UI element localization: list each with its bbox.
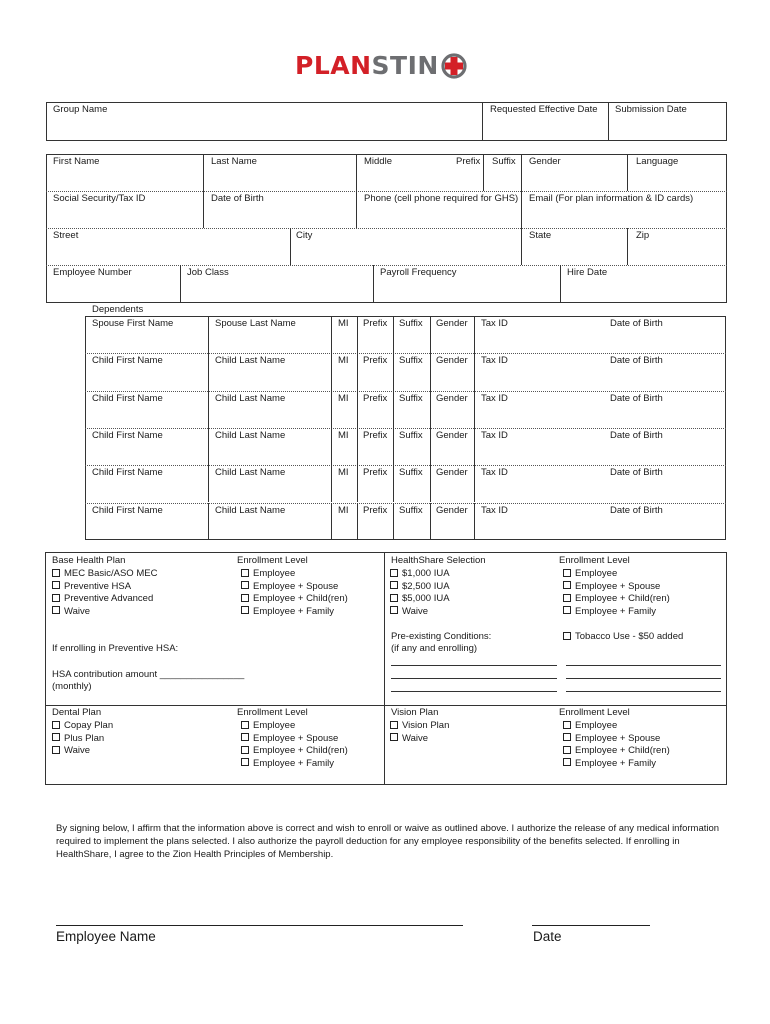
dep-prefix-field[interactable]: Prefix [363,467,388,479]
dental-plan-title: Dental Plan [52,707,102,718]
date-label: Date [533,929,562,944]
dep-last-name-field[interactable]: Spouse Last Name [215,318,296,329]
date-signature-line[interactable] [532,925,650,926]
dep-prefix-field[interactable]: Prefix [363,392,388,404]
first-name-field[interactable]: First Name [53,156,100,167]
dep-gender-field[interactable]: Gender [436,429,468,441]
checkbox-icon[interactable] [563,606,571,614]
checkbox-icon[interactable] [241,606,249,614]
dep-gender-field[interactable]: Gender [436,355,468,367]
suffix-field[interactable]: Suffix [492,156,516,167]
dep-tax-id-field[interactable]: Tax ID [481,318,508,329]
dep-dob-field[interactable]: Date of Birth [610,467,663,479]
submission-date-field[interactable]: Submission Date [615,104,687,115]
checkbox-label: Employee [253,720,296,731]
healthshare-enrollment-title: Enrollment Level [559,555,630,566]
checkbox-label: Employee + Family [253,757,335,769]
checkbox-label: MEC Basic/ASO MEC [64,568,158,579]
checkbox-icon[interactable] [563,581,571,589]
preexisting-line[interactable] [566,665,721,666]
dep-prefix-field[interactable]: Prefix [363,504,388,516]
tobacco-checkbox[interactable] [563,631,683,644]
dep-dob-field[interactable]: Date of Birth [610,392,663,404]
dep-tax-id-field[interactable]: Tax ID [481,467,508,479]
dep-suffix-field[interactable]: Suffix [399,392,423,404]
middle-field[interactable]: Middle [364,156,392,167]
prefix-field[interactable]: Prefix [456,156,481,167]
preexisting-line[interactable] [566,678,721,679]
checkbox-icon[interactable] [52,594,60,602]
base-health-plan-title: Base Health Plan [52,555,126,566]
checkbox-icon[interactable] [52,606,60,614]
checkbox-label: Employee + Spouse [253,580,339,592]
checkbox-option[interactable] [52,745,90,758]
checkbox-icon[interactable] [390,581,398,589]
healthshare-title: HealthShare Selection [391,555,486,566]
checkbox-icon[interactable] [563,569,571,577]
dep-first-name-field[interactable]: Child First Name [92,504,163,516]
dep-tax-id-field[interactable]: Tax ID [481,392,508,404]
employee-number-field[interactable]: Employee Number [53,267,132,278]
email-field[interactable]: Email (For plan information & ID cards) [529,193,694,204]
dental-enrollment-title: Enrollment Level [237,707,308,718]
logo-text-plan: PLAN [295,51,372,80]
checkbox-label: Employee [575,568,618,579]
dep-tax-id-field[interactable]: Tax ID [481,504,508,516]
ssn-field[interactable]: Social Security/Tax ID [53,193,146,204]
checkbox-label: Waive [64,605,91,617]
checkbox-icon[interactable] [563,594,571,602]
dep-suffix-field[interactable]: Suffix [399,355,423,367]
dep-last-name-field[interactable]: Child Last Name [215,467,286,479]
dep-dob-field[interactable]: Date of Birth [610,318,663,329]
checkbox-option[interactable] [563,581,660,594]
checkbox-option[interactable] [52,593,153,606]
hire-date-field[interactable]: Hire Date [567,267,608,278]
checkbox-option[interactable] [241,581,338,594]
dep-last-name-field[interactable]: Child Last Name [215,429,286,441]
employee-signature-line[interactable] [56,925,463,926]
checkbox-label: Preventive HSA [64,580,132,592]
checkbox-label: Waive [402,732,429,744]
checkbox-icon[interactable] [390,569,398,577]
vision-enrollment-title: Enrollment Level [559,707,630,718]
dep-mi-field[interactable]: MI [338,504,349,516]
dep-mi-field[interactable]: MI [338,355,349,367]
checkbox-icon[interactable] [241,594,249,602]
tobacco-label: Tobacco Use - $50 added [575,631,684,642]
checkbox-icon[interactable] [390,733,398,741]
dep-gender-field[interactable]: Gender [436,504,468,516]
checkbox-option[interactable] [563,745,670,758]
checkbox-icon[interactable] [390,606,398,614]
dep-gender-field[interactable]: Gender [436,318,468,329]
authorization-text: By signing below, I affirm that the information above is correct and wish to enroll or waive as outlined above. I authorize the release of any medical information required to implement the plans selected. I also authorize the payroll deduction for any employee responsibility of the benefits selected. If enrolling in HealthShare, I agree to the Zion Health Principles of Membership. [56,823,720,860]
checkbox-icon[interactable] [563,746,571,754]
dep-suffix-field[interactable]: Suffix [399,429,423,441]
checkbox-label: Employee + Spouse [575,580,661,592]
hsa-monthly-label: (monthly) [52,681,92,692]
checkbox-label: Copay Plan [64,720,114,731]
checkbox-label: Employee + Family [575,757,657,769]
checkbox-icon[interactable] [563,758,571,766]
dep-suffix-field[interactable]: Suffix [399,467,423,479]
checkbox-label: Waive [402,605,429,617]
group-name-field[interactable]: Group Name [53,104,108,115]
base-enrollment-title: Enrollment Level [237,555,308,566]
dep-prefix-field[interactable]: Prefix [363,355,388,367]
dep-gender-field[interactable]: Gender [436,392,468,404]
checkbox-option[interactable] [563,606,656,619]
preexisting-line[interactable] [391,665,557,666]
dep-tax-id-field[interactable]: Tax ID [481,355,508,367]
language-field[interactable]: Language [636,156,679,167]
dep-first-name-field[interactable]: Child First Name [92,467,163,479]
vision-plan-title: Vision Plan [391,707,439,718]
checkbox-icon[interactable] [52,569,60,577]
dep-mi-field[interactable]: MI [338,318,349,329]
checkbox-icon[interactable] [52,581,60,589]
employee-name-label: Employee Name [56,929,156,944]
checkbox-label: Employee [575,720,618,731]
checkbox-option[interactable] [241,568,295,581]
dep-prefix-field[interactable]: Prefix [363,429,388,441]
checkbox-option[interactable] [563,593,670,606]
checkbox-option[interactable] [390,581,450,594]
dep-last-name-field[interactable]: Child Last Name [215,355,286,367]
checkbox-label: $1,000 IUA [402,568,450,579]
checkbox-option[interactable] [241,758,334,771]
dep-first-name-field[interactable]: Child First Name [92,429,163,441]
checkbox-label: Waive [64,745,91,756]
preexisting-label: Pre-existing Conditions: [391,631,492,642]
dep-dob-field[interactable]: Date of Birth [610,504,663,516]
state-field[interactable]: State [529,230,552,241]
checkbox-option[interactable] [52,606,90,619]
dep-tax-id-field[interactable]: Tax ID [481,429,508,441]
checkbox-label: Vision Plan [402,720,450,731]
checkbox-label: Preventive Advanced [64,593,154,604]
checkbox-icon[interactable] [52,746,60,754]
checkbox-option[interactable] [563,758,656,771]
gender-field[interactable]: Gender [529,156,561,167]
preexisting-sublabel: (if any and enrolling) [391,643,478,654]
checkbox-option[interactable] [390,606,428,619]
phone-field[interactable]: Phone (cell phone required for GHS) [364,193,519,204]
dep-last-name-field[interactable]: Child Last Name [215,392,286,404]
checkbox-option[interactable] [563,720,617,733]
dep-last-name-field[interactable]: Child Last Name [215,504,286,516]
checkbox-label: Employee + Family [575,605,657,617]
payroll-frequency-field[interactable]: Payroll Frequency [380,267,457,278]
checkbox-label: Employee + Family [253,605,335,617]
checkbox-label: Employee + Child(ren) [575,745,670,756]
checkbox-icon[interactable] [241,733,249,741]
medical-cross-icon [440,52,468,80]
dep-first-name-field[interactable]: Child First Name [92,355,163,367]
checkbox-label: Employee [253,568,296,579]
dep-first-name-field[interactable]: Spouse First Name [92,318,174,329]
hsa-contribution-field[interactable]: HSA contribution amount ________________ [52,669,245,680]
checkbox-icon[interactable] [241,746,249,754]
zip-field[interactable]: Zip [636,230,650,241]
checkbox-label: Employee + Spouse [253,732,339,744]
checkbox-label: Employee + Child(ren) [575,593,670,604]
checkbox-icon[interactable] [241,721,249,729]
city-field[interactable]: City [296,230,313,241]
checkbox-option[interactable] [241,745,348,758]
planstin-logo [295,50,468,82]
dep-gender-field[interactable]: Gender [436,467,468,479]
checkbox-option[interactable] [390,593,450,606]
checkbox-option[interactable] [241,733,338,746]
dob-field[interactable]: Date of Birth [211,193,264,204]
dep-suffix-field[interactable]: Suffix [399,504,423,516]
dep-prefix-field[interactable]: Prefix [363,318,388,329]
preexisting-line[interactable] [391,678,557,679]
dep-mi-field[interactable]: MI [338,429,349,441]
checkbox-label: Plus Plan [64,732,105,744]
checkbox-option[interactable] [52,733,104,746]
checkbox-option[interactable] [241,593,348,606]
checkbox-option[interactable] [241,606,334,619]
checkbox-option[interactable] [563,733,660,746]
checkbox-option[interactable] [52,720,113,733]
checkbox-icon[interactable] [563,733,571,741]
dep-first-name-field[interactable]: Child First Name [92,392,163,404]
checkbox-icon[interactable] [390,594,398,602]
checkbox-option[interactable] [563,568,617,581]
checkbox-label: Employee + Spouse [575,732,661,744]
checkbox-label: Employee + Child(ren) [253,593,348,604]
checkbox-icon[interactable] [52,733,60,741]
checkbox-icon[interactable] [52,721,60,729]
logo-text-stin: STIN [371,51,439,80]
checkbox-label: $5,000 IUA [402,593,450,604]
preexisting-line[interactable] [566,691,721,692]
checkbox-option[interactable] [390,733,428,746]
last-name-field[interactable]: Last Name [211,156,257,167]
dep-dob-field[interactable]: Date of Birth [610,429,663,441]
checkbox-option[interactable] [52,568,157,581]
checkbox-icon[interactable] [563,632,571,640]
dependents-title: Dependents [92,304,144,315]
checkbox-icon[interactable] [241,581,249,589]
checkbox-icon[interactable] [241,758,249,766]
checkbox-icon[interactable] [241,569,249,577]
checkbox-icon[interactable] [563,721,571,729]
checkbox-label: $2,500 IUA [402,580,450,592]
checkbox-label: Employee + Child(ren) [253,745,348,756]
dep-mi-field[interactable]: MI [338,467,349,479]
preexisting-line[interactable] [391,691,557,692]
requested-effective-date-field[interactable]: Requested Effective Date [490,104,598,115]
dep-dob-field[interactable]: Date of Birth [610,355,663,367]
job-class-field[interactable]: Job Class [187,267,229,278]
checkbox-option[interactable] [390,568,450,581]
street-field[interactable]: Street [53,230,79,241]
dep-mi-field[interactable]: MI [338,392,349,404]
checkbox-option[interactable] [241,720,295,733]
hsa-enrolling-label: If enrolling in Preventive HSA: [52,643,179,654]
dep-suffix-field[interactable]: Suffix [399,318,423,329]
checkbox-option[interactable] [390,720,449,733]
checkbox-icon[interactable] [390,721,398,729]
checkbox-option[interactable] [52,581,131,594]
